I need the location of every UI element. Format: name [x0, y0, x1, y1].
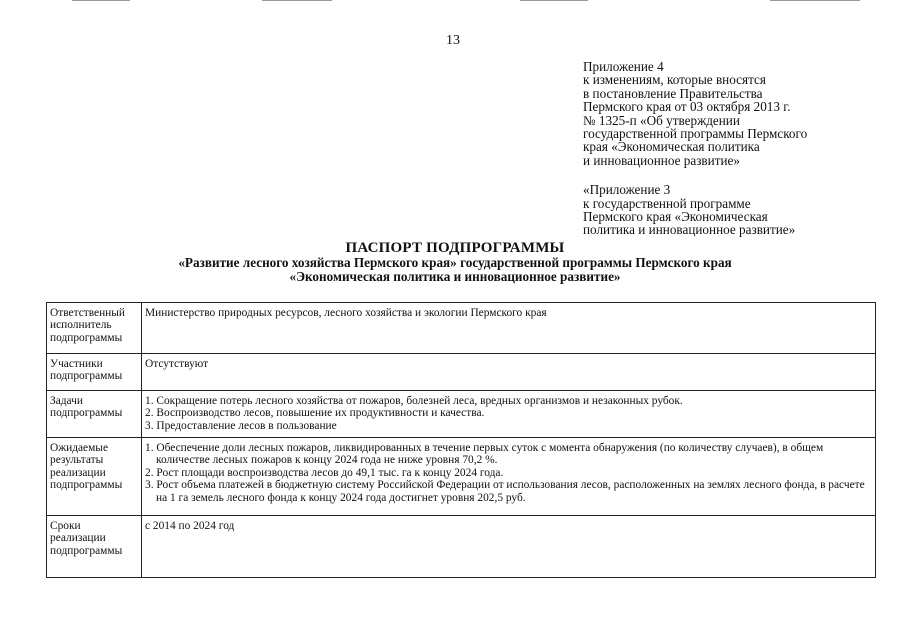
table-row — [47, 303, 876, 354]
appendix-note-line: Пермского края от 03 октября 2013 г. — [583, 99, 791, 115]
appendix-quote-line: «Приложение 3 — [583, 182, 671, 198]
appendix-note-line: в постановление Правительства — [583, 85, 763, 101]
appendix-quote-line: к государственной программе — [583, 195, 751, 211]
row-label-line: результаты — [50, 454, 104, 467]
row-label-cell — [47, 303, 142, 354]
row-value-item: 3. Предоставление лесов в пользование — [145, 419, 337, 432]
row-label-cell — [47, 438, 142, 516]
row-label-line: Участники — [50, 358, 103, 370]
row-label-line: Задачи — [50, 395, 83, 407]
row-label-line: Ожидаемые — [50, 442, 109, 454]
row-value-item: Министерство природных ресурсов, лесного хозяйства и экологии Пермского края — [145, 307, 547, 319]
row-value-item: 2. Рост площади воспроизводства лесов до 49,1 тыс. га к концу 2024 года. — [145, 466, 504, 479]
row-label-line: подпрограммы — [50, 331, 123, 344]
appendix-note-line: к изменениям, которые вносятся — [583, 72, 766, 88]
spacer — [583, 167, 883, 183]
document-title — [0, 240, 905, 283]
appendix-note — [583, 60, 883, 167]
top-edge-line — [520, 0, 588, 1]
title-line-program: «Экономическая политика и инновационное развитие» — [289, 268, 621, 284]
title-line-main: ПАСПОРТ ПОДПРОГРАММЫ — [345, 240, 565, 256]
appendix-quote — [583, 183, 883, 237]
row-value-item: 2. Воспроизводство лесов, повышение их продуктивности и качества. — [145, 407, 485, 420]
row-value-cell — [142, 303, 876, 354]
row-label-line: Ответственный — [50, 307, 126, 319]
page-number: 13 — [446, 33, 460, 48]
top-edge-line — [72, 0, 130, 1]
appendix-note-line: края «Экономическая политика — [583, 139, 760, 155]
row-value-cell — [142, 354, 876, 391]
row-value-item: с 2014 по 2024 год — [145, 520, 235, 532]
row-label-line: подпрограммы — [50, 407, 123, 420]
title-line-subprogram: «Развитие лесного хозяйства Пермского края» государственной программы Пермского края — [178, 255, 732, 270]
row-label-cell — [47, 391, 142, 438]
top-edge-line — [770, 0, 860, 1]
row-label-line: реализации — [50, 532, 106, 545]
row-value-item: 1. Обеспечение доли лесных пожаров, ликвидированных в течение первых суток с момента обнаружения (по количеству случаев), в общем количестве лесных пожаров к концу 2024 года не ниже уровня 70,2 %. — [145, 442, 824, 467]
row-label-line: подпрограммы — [50, 544, 123, 557]
appendix-note-line: государственной программы Пермского — [583, 126, 808, 142]
row-value-item: 3. Рост объема платежей в бюджетную систему Российской Федерации от использования лесов, расположенных на землях лесного фонда, в расчете на 1 га земель лесного фонда к концу 2024 года достигнет уровня 202,5 руб. — [145, 479, 865, 504]
appendix-quote-line: Пермского края «Экономическая — [583, 209, 768, 225]
table-row — [47, 354, 876, 391]
row-label-cell — [47, 354, 142, 391]
top-edge-line — [262, 0, 332, 1]
table-row — [47, 391, 876, 438]
appendix-note-line: Приложение 4 — [583, 59, 664, 74]
row-label-cell — [47, 516, 142, 578]
passport-table — [46, 302, 876, 578]
row-value-item: 1. Сокращение потерь лесного хозяйства от пожаров, болезней леса, вредных организмов и незаконных рубок. — [145, 395, 683, 407]
row-label-line: реализации — [50, 466, 106, 479]
row-value-cell — [142, 438, 876, 516]
row-label-line: Сроки — [50, 520, 81, 532]
appendix-note-line: № 1325-п «Об утверждении — [583, 112, 740, 128]
row-value-item: Отсутствуют — [145, 358, 209, 370]
row-label-line: исполнитель — [50, 319, 112, 332]
row-label-line: подпрограммы — [50, 370, 123, 383]
appendix-block — [583, 60, 883, 237]
table-row — [47, 516, 876, 578]
row-label-line: подпрограммы — [50, 479, 123, 492]
row-value-cell — [142, 516, 876, 578]
row-value-cell — [142, 391, 876, 438]
appendix-note-line: и инновационное развитие» — [583, 152, 740, 168]
appendix-quote-line: политика и инновационное развитие» — [583, 222, 796, 238]
table-row — [47, 438, 876, 516]
